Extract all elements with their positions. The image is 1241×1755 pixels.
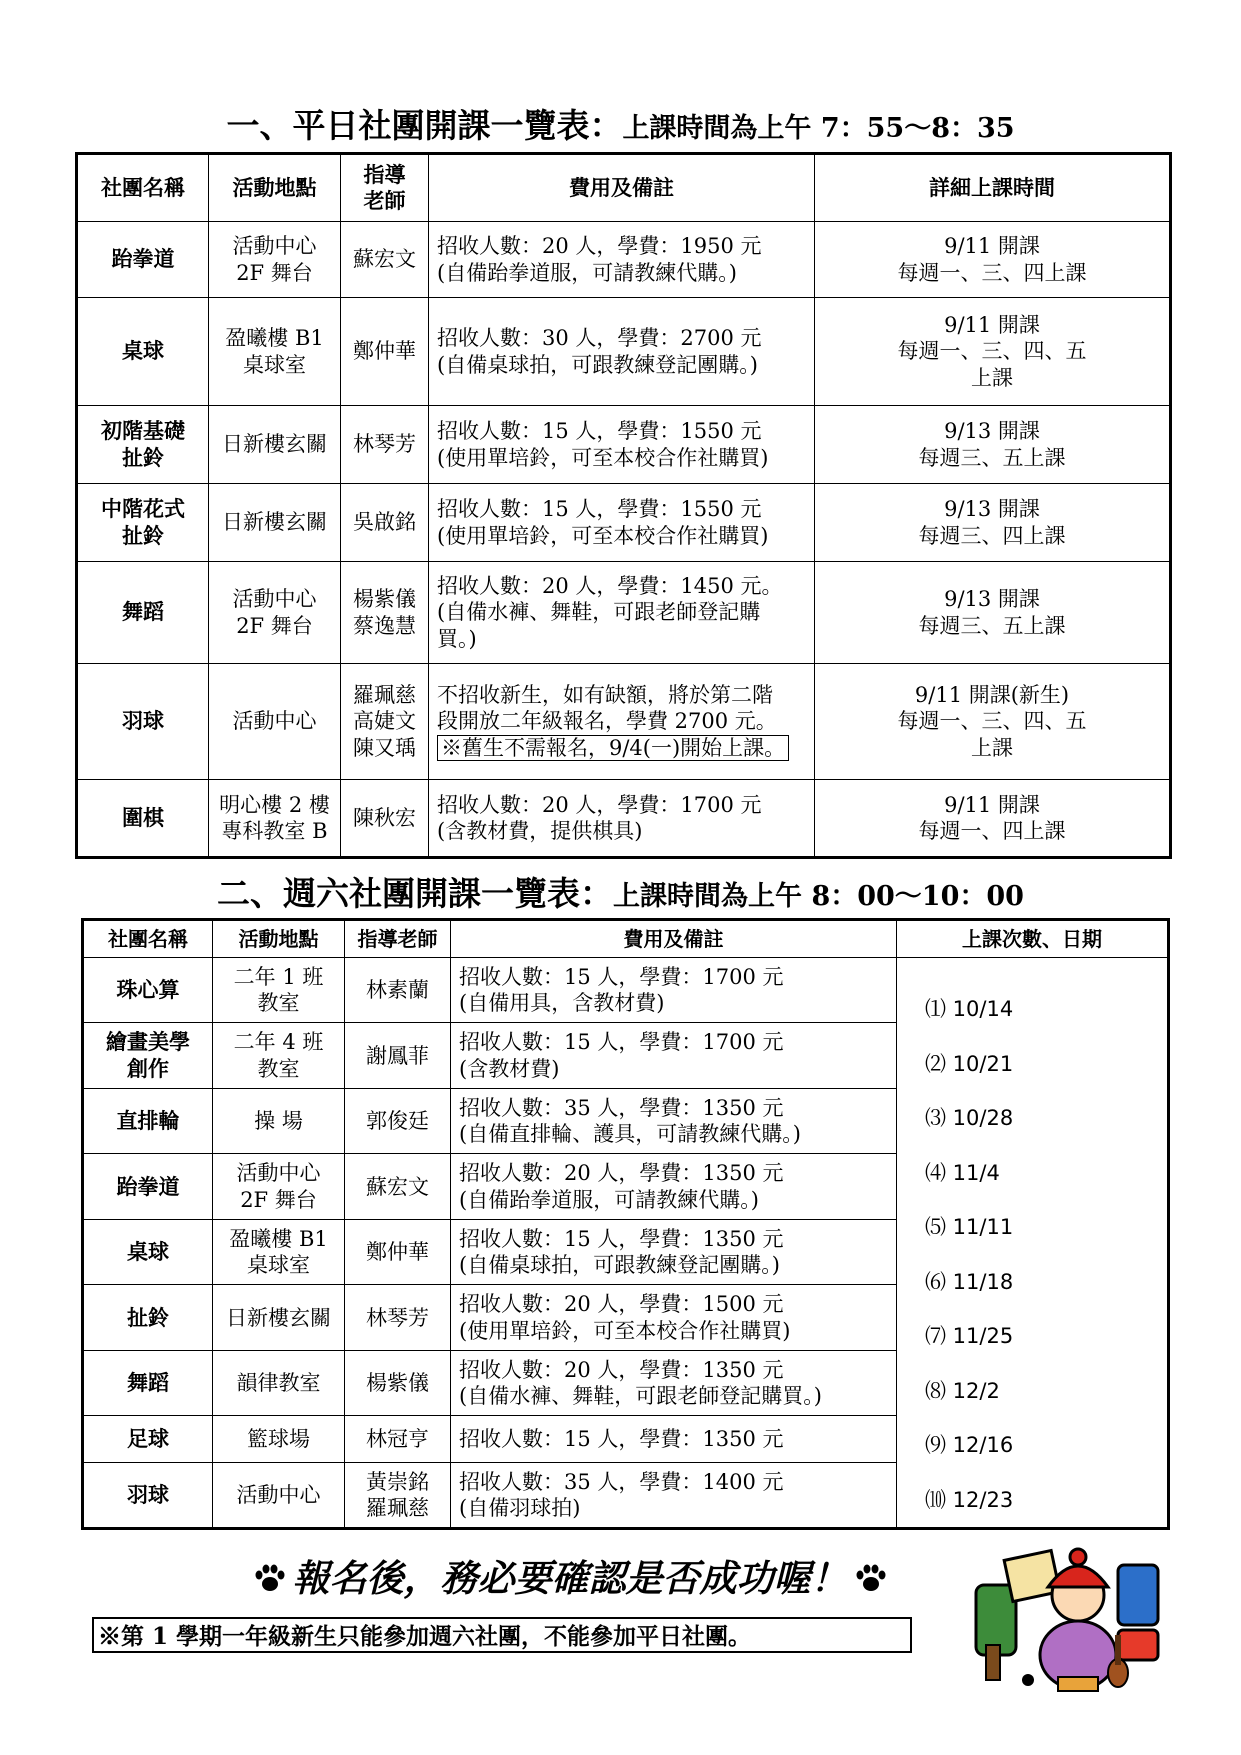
cell-line: 招收人數：15 人，學費：1350 元 [459,1427,784,1452]
club-notes [451,1023,897,1088]
club-location [213,1023,345,1088]
club-name [77,664,209,780]
club-location [209,780,341,858]
club-teacher [341,664,429,780]
mascot-illustration [968,1535,1168,1695]
column-header: 指導老師 [345,920,451,958]
column-header: 活動地點 [213,920,345,958]
cell-line: 每週一、三、四、五 [897,339,1087,364]
cell-line: 段開放二年級報名，學費 2700 元。 [437,709,777,734]
cell-line: 桌球室 [247,1253,310,1278]
cell-line: 活動中心 [232,234,317,259]
club-name [77,562,209,664]
cell-line: 鄭仲華 [353,339,416,364]
table-row [77,406,1171,484]
club-name-line: 跆拳道 [111,246,175,272]
cell-line: 每週一、三、四上課 [897,260,1087,285]
reminder-text: 報名後，務必要確認是否成功喔！ [292,1557,848,1600]
club-location [209,484,341,562]
club-name [83,1088,213,1153]
cell-line: (使用單培鈴，可至本校合作社購買) [437,445,769,470]
cell-line: 9/11 開課 [944,792,1040,817]
club-name [77,780,209,858]
saturday-table-header [83,920,1169,958]
club-name [77,406,209,484]
club-teacher [341,562,429,664]
cell-line: 活動中心 [232,587,317,612]
cell-line: 招收人數：20 人，學費：1350 元 [459,1161,784,1186]
cell-line: 招收人數：20 人，學費：1950 元 [437,234,762,259]
column-header: 活動地點 [209,154,341,222]
club-name-line: 桌球 [122,338,164,364]
session-date: ⑵ 10/21 [925,1051,1014,1076]
cell-line: 盈曦樓 B1 [229,1226,328,1251]
cell-line: 招收人數：15 人，學費：1550 元 [437,419,762,444]
cell-line: 羅珮慈 [366,1496,429,1521]
cell-line: 日新樓玄關 [222,432,327,457]
cell-line: 專科教室 B [221,819,328,843]
club-notes [451,1154,897,1219]
club-notes [451,958,897,1023]
club-teacher [345,1154,451,1219]
club-name-line: 舞蹈 [127,1370,169,1396]
saturday-title-main: 二、週六社團開課一覽表： [217,874,614,913]
cell-line: 楊紫儀 [366,1371,429,1396]
club-schedule [815,664,1171,780]
cell-line: 2F 舞台 [240,1187,317,1212]
cell-line: 招收人數：15 人，學費：1350 元 [459,1226,784,1251]
club-name-line: 珠心算 [116,977,180,1003]
saturday-club-table [81,918,1170,1530]
club-name-line: 足球 [127,1426,169,1452]
club-name [83,1416,213,1463]
paw-icon [854,1561,888,1595]
paw-icon [253,1561,287,1595]
session-date: ⑹ 11/18 [925,1269,1014,1294]
cell-line: 林琴芳 [353,432,416,457]
header-line: 指導 [363,161,406,187]
cell-line: 林冠亨 [366,1427,429,1452]
club-notes [451,1463,897,1529]
header-line: 老師 [363,188,406,213]
club-location [209,406,341,484]
cell-line: 蔡逸慧 [353,613,416,638]
cell-line: 鄭仲華 [366,1240,429,1265]
cell-line: 不招收新生，如有缺額，將於第二階 [437,683,773,708]
club-teacher [345,1219,451,1284]
club-notes [429,222,815,298]
club-name [77,222,209,298]
cell-line: (自備羽球拍) [459,1496,581,1521]
weekday-table-header [77,154,1171,222]
club-location [213,1350,345,1415]
cell-line: 林素蘭 [366,978,429,1003]
cell-line: 活動中心 [232,709,317,734]
cell-line: 明心樓 2 樓 [219,792,330,817]
cell-line: 教室 [257,1056,300,1081]
club-name [83,1285,213,1350]
weekday-title-main: 一、平日社團開課一覽表： [226,106,623,145]
club-teacher [341,406,429,484]
column-header [341,154,429,222]
club-location [209,298,341,406]
cell-line: 每週三、五上課 [918,613,1066,638]
club-teacher [345,958,451,1023]
column-header: 費用及備註 [429,154,815,222]
club-name [83,1350,213,1415]
club-teacher [345,1088,451,1153]
club-name-line: 扯鈴 [122,522,164,548]
cell-line: 楊紫儀 [353,587,416,612]
club-location [213,1416,345,1463]
club-location [213,1219,345,1284]
session-date: ⑺ 11/25 [925,1324,1014,1348]
cell-line: (使用單培鈴，可至本校合作社購買) [437,523,769,548]
cell-line: 2F 舞台 [236,613,313,638]
table-row [77,664,1171,780]
session-dates [897,958,1169,1529]
cell-line: (使用單培鈴，可至本校合作社購買) [459,1318,791,1343]
club-teacher [345,1350,451,1415]
club-notes [451,1416,897,1463]
session-date: ⑸ 11/11 [925,1215,1014,1239]
cell-line: (自備跆拳道服，可請教練代購。) [459,1187,759,1212]
club-name-line: 創作 [127,1055,169,1081]
club-name-line: 扯鈴 [122,444,164,470]
club-name-line: 舞蹈 [122,599,164,625]
club-teacher [341,484,429,562]
cell-line: 蘇宏文 [353,247,416,272]
club-name [83,1463,213,1529]
cell-line: 上課 [971,365,1013,390]
saturday-title [0,868,1241,915]
notes-boxed-line [437,735,808,761]
club-name [83,958,213,1023]
club-name [83,1154,213,1219]
cell-line: 招收人數：15 人，學費：1550 元 [437,497,762,522]
cell-line: 日新樓玄關 [222,510,327,535]
cell-line: 9/11 開課 [944,234,1040,259]
cell-line: 9/11 開課(新生) [914,683,1070,708]
cell-line: 桌球室 [243,352,306,377]
cell-line: 招收人數：20 人，學費：1700 元 [437,792,762,817]
cell-line: 林琴芳 [366,1305,429,1330]
cell-line: 每週三、四上課 [918,523,1066,548]
cell-line: 郭俊廷 [366,1109,429,1134]
cell-line: 蘇宏文 [366,1174,429,1199]
cell-line: 招收人數：15 人，學費：1700 元 [459,1030,784,1055]
cell-line: 籃球場 [247,1427,310,1452]
cell-line: 謝鳳菲 [366,1043,429,1068]
cell-line: 活動中心 [236,1161,321,1186]
club-location [213,1154,345,1219]
club-notes [451,1350,897,1415]
column-header: 詳細上課時間 [815,154,1171,222]
club-teacher [341,780,429,858]
club-schedule [815,562,1171,664]
session-date: ⑻ 12/2 [925,1378,1000,1403]
cell-line: 二年 1 班 [233,964,324,989]
club-location [213,1088,345,1153]
club-location [209,664,341,780]
cell-line: 陳又瑀 [353,735,416,760]
cell-line: 操 場 [254,1109,303,1134]
club-teacher [341,222,429,298]
session-date: ⑶ 10/28 [925,1106,1014,1130]
club-schedule [815,484,1171,562]
cell-line: (含教材費) [459,1056,560,1081]
cell-line: 日新樓玄關 [226,1305,331,1330]
club-teacher [345,1416,451,1463]
session-date: ⑼ 12/16 [925,1433,1014,1457]
table-row [77,298,1171,406]
session-date: ⑽ 12/23 [925,1487,1014,1512]
table-row [83,958,1169,1023]
club-location [209,222,341,298]
cell-line: 韻律教室 [236,1371,321,1396]
cell-line: 羅珮慈 [353,683,416,708]
column-header: 社團名稱 [83,920,213,958]
club-notes [429,562,815,664]
cell-line: 吳啟銘 [353,510,416,535]
club-notes [451,1088,897,1153]
club-name-line: 羽球 [127,1482,169,1508]
club-notes [429,780,815,858]
club-teacher [345,1463,451,1529]
cell-line: 2F 舞台 [236,260,313,285]
club-name-line: 羽球 [122,708,164,734]
club-teacher [341,298,429,406]
cell-line: 黃崇銘 [366,1469,429,1494]
club-name-line: 中階花式 [101,496,185,522]
cell-line: 招收人數：20 人，學費：1450 元。 [437,574,783,599]
freshman-notice: ※第 1 學期一年級新生只能參加週六社團，不能參加平日社團。 [92,1617,912,1653]
cell-line: 9/13 開課 [944,419,1040,444]
cell-line: 活動中心 [236,1483,321,1508]
cell-line: (自備桌球拍，可跟教練登記團購。) [459,1253,780,1278]
club-teacher [345,1023,451,1088]
cell-line: 買。) [437,626,477,651]
table-row [77,562,1171,664]
club-notes [451,1219,897,1284]
club-name-line: 初階基礎 [101,418,185,444]
cell-line: 招收人數：35 人，學費：1400 元 [459,1469,784,1494]
weekday-title-time: 上課時間為上午 7：55～8：35 [622,113,1015,144]
club-name [83,1023,213,1088]
cell-line: 招收人數：15 人，學費：1700 元 [459,964,784,989]
weekday-club-table [75,152,1172,859]
cell-line: 9/13 開課 [944,497,1040,522]
cell-line: 招收人數：35 人，學費：1350 元 [459,1095,784,1120]
column-header: 上課次數、日期 [897,920,1169,958]
club-name-line: 圍棋 [122,804,164,830]
cell-line: 招收人數：30 人，學費：2700 元 [437,326,762,351]
boxed-note: ※舊生不需報名，9/4(一)開始上課。 [437,735,789,761]
table-row [77,780,1171,858]
cell-line: (自備水褲、舞鞋，可跟老師登記購買。) [459,1384,822,1409]
club-location [213,1285,345,1350]
club-notes [451,1285,897,1350]
club-notes [429,406,815,484]
club-location [209,562,341,664]
cell-line: 每週一、三、四、五 [897,709,1087,734]
club-name-line: 繪畫美學 [106,1029,190,1055]
cell-line: 盈曦樓 B1 [225,326,324,351]
club-name [77,484,209,562]
cell-line: 9/11 開課 [944,313,1040,338]
cell-line: 招收人數：20 人，學費：1350 元 [459,1357,784,1382]
cell-line: 陳秋宏 [353,805,416,830]
club-schedule [815,298,1171,406]
session-date: ⑷ 11/4 [925,1160,1000,1185]
club-schedule [815,406,1171,484]
club-name-line: 扯鈴 [127,1304,169,1330]
cell-line: 教室 [257,991,300,1016]
club-name-line: 桌球 [127,1239,169,1265]
cell-line: 上課 [971,735,1013,760]
column-header: 社團名稱 [77,154,209,222]
club-name-line: 跆拳道 [116,1173,180,1199]
table-row [77,484,1171,562]
column-header: 費用及備註 [451,920,897,958]
club-notes [429,484,815,562]
reminder-banner [215,1548,925,1602]
table-row [77,222,1171,298]
cell-line: 每週三、五上課 [918,445,1066,470]
club-name [83,1219,213,1284]
cell-line: 高婕文 [353,709,416,734]
cell-line: 二年 4 班 [233,1030,324,1055]
cell-line: (自備直排輪、護具，可請教練代購。) [459,1122,801,1147]
club-notes [429,664,815,780]
cell-line: 每週一、四上課 [918,819,1066,843]
club-name [77,298,209,406]
club-notes [429,298,815,406]
saturday-title-time: 上課時間為上午 8：00～10：00 [613,881,1024,912]
club-schedule [815,222,1171,298]
cell-line: 9/13 開課 [944,587,1040,612]
session-date: ⑴ 10/14 [925,997,1014,1021]
cell-line: (含教材費，提供棋具) [437,819,643,843]
club-location [213,958,345,1023]
cell-line: (自備桌球拍，可跟教練登記團購。) [437,352,758,377]
club-schedule [815,780,1171,858]
cell-line: (自備跆拳道服，可請教練代購。) [437,260,737,285]
cell-line: (自備水褲、舞鞋，可跟老師登記購 [437,600,761,625]
club-location [213,1463,345,1529]
cell-line: (自備用具，含教材費) [459,991,665,1016]
club-teacher [345,1285,451,1350]
weekday-title [0,100,1241,147]
club-name-line: 直排輪 [116,1108,180,1134]
cell-line: 招收人數：20 人，學費：1500 元 [459,1292,784,1317]
